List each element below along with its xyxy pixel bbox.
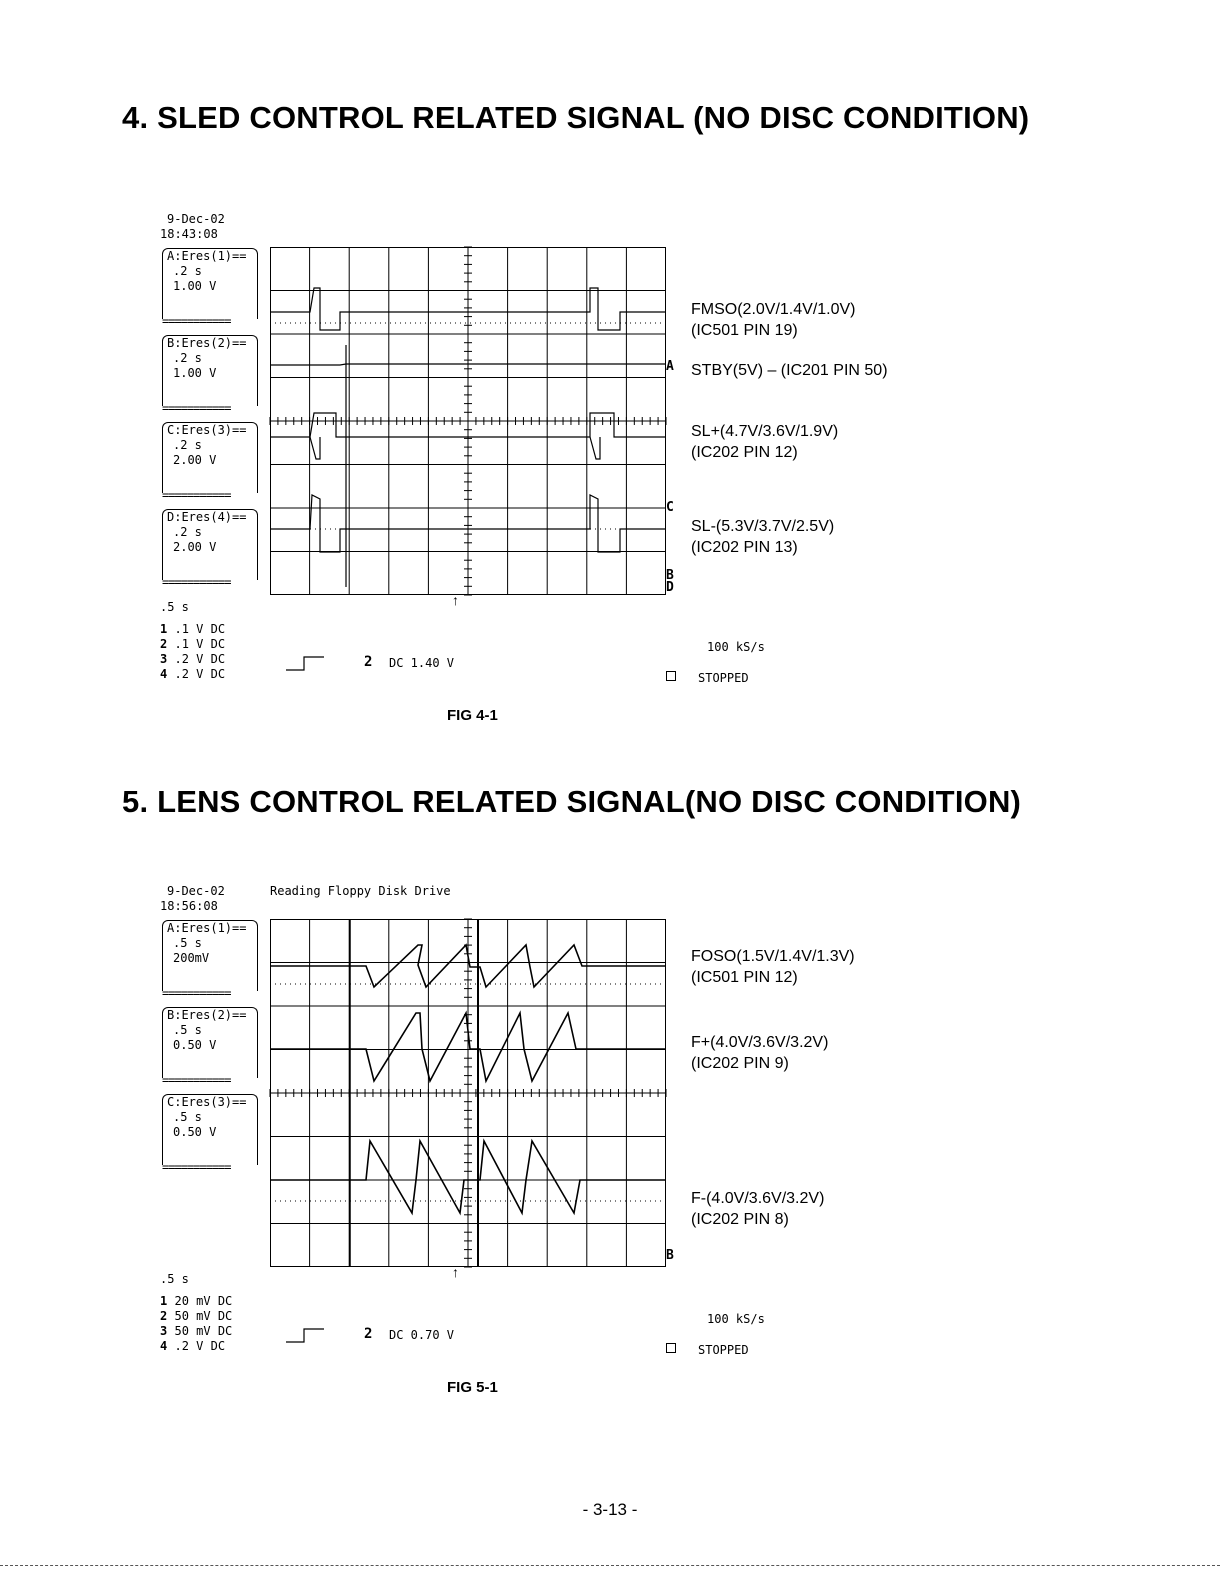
channel-name: C:Eres(3)== — [167, 1095, 247, 1109]
ch-setting-row: 3 .2 V DC — [160, 652, 226, 666]
channel-volts: 0.50 V — [173, 1125, 217, 1139]
channel-separator: =========== — [162, 575, 231, 589]
signal-label: F+(4.0V/3.6V/3.2V) (IC202 PIN 9) — [691, 1034, 829, 1072]
stop-square-icon — [666, 671, 676, 681]
trigger-edge-icon — [286, 655, 326, 671]
figure-caption: FIG 5-1 — [447, 1379, 498, 1396]
footer-divider — [0, 1565, 1220, 1566]
channel-volts: 2.00 V — [173, 453, 217, 467]
figure-caption: FIG 4-1 — [447, 707, 498, 724]
acq-status: STOPPED — [698, 671, 749, 685]
channel-separator: =========== — [162, 401, 231, 415]
timebase-readout: .5 s — [160, 1272, 189, 1286]
channel-timebase: .2 s — [173, 264, 202, 278]
channel-box — [162, 248, 258, 328]
channel-box — [162, 920, 258, 1000]
acq-status: STOPPED — [698, 1343, 749, 1357]
channel-volts: 1.00 V — [173, 279, 217, 293]
channel-name: B:Eres(2)== — [167, 336, 247, 350]
stop-square-icon — [666, 1343, 676, 1353]
scope-header-note: Reading Floppy Disk Drive — [270, 884, 451, 898]
channel-box — [162, 422, 258, 502]
signal-label: FOSO(1.5V/1.4V/1.3V) (IC501 PIN 12) — [691, 948, 855, 986]
timebase-readout: .5 s — [160, 600, 189, 614]
scope-grid-lens — [270, 919, 666, 1267]
channel-marker: B — [666, 568, 674, 583]
trigger-arrow-icon: ↑ — [452, 1264, 459, 1280]
channel-name: A:Eres(1)== — [167, 249, 247, 263]
channel-marker: B — [666, 1248, 674, 1263]
ch-setting-row: 1 20 mV DC — [160, 1294, 233, 1308]
trigger-channel: 2 — [364, 654, 373, 670]
signal-label: STBY(5V) – (IC201 PIN 50) — [691, 362, 888, 379]
channel-separator: =========== — [162, 1160, 231, 1174]
ch-setting-row: 2 50 mV DC — [160, 1309, 233, 1323]
channel-timebase: .2 s — [173, 351, 202, 365]
sample-rate: 100 kS/s — [707, 640, 765, 654]
channel-name: A:Eres(1)== — [167, 921, 247, 935]
channel-name: B:Eres(2)== — [167, 1008, 247, 1022]
sample-rate: 100 kS/s — [707, 1312, 765, 1326]
channel-timebase: .5 s — [173, 1110, 202, 1124]
signal-label: FMSO(2.0V/1.4V/1.0V) (IC501 PIN 19) — [691, 301, 856, 339]
scope-grid-sled — [270, 247, 666, 595]
channel-box — [162, 509, 258, 589]
page-number: - 3-13 - — [582, 1500, 638, 1519]
channel-box — [162, 1094, 258, 1174]
channel-box — [162, 1007, 258, 1087]
scope-time: 18:56:08 — [160, 899, 218, 913]
channel-volts: 1.00 V — [173, 366, 217, 380]
ch-setting-row: 2 .1 V DC — [160, 637, 226, 651]
ch-setting-row: 4 .2 V DC — [160, 667, 226, 681]
channel-marker: D — [666, 580, 674, 595]
trigger-arrow-icon: ↑ — [452, 592, 459, 608]
signal-label: SL+(4.7V/3.6V/1.9V) (IC202 PIN 12) — [691, 423, 839, 461]
channel-timebase: .5 s — [173, 936, 202, 950]
scope-date: 9-Dec-02 — [167, 884, 225, 898]
channel-name: C:Eres(3)== — [167, 423, 247, 437]
section-title: 4. SLED CONTROL RELATED SIGNAL (NO DISC CONDITION) — [122, 100, 1030, 135]
channel-marker: A — [666, 359, 674, 374]
channel-timebase: .2 s — [173, 525, 202, 539]
channel-separator: =========== — [162, 314, 231, 328]
scope-date: 9-Dec-02 — [167, 212, 225, 226]
ch-setting-row: 1 .1 V DC — [160, 622, 226, 636]
scope-time: 18:43:08 — [160, 227, 218, 241]
channel-volts: 0.50 V — [173, 1038, 217, 1052]
ch-setting-row: 4 .2 V DC — [160, 1339, 226, 1353]
ch-setting-row: 3 50 mV DC — [160, 1324, 233, 1338]
channel-separator: =========== — [162, 488, 231, 502]
channel-separator: =========== — [162, 1073, 231, 1087]
trigger-channel: 2 — [364, 1326, 373, 1342]
channel-timebase: .2 s — [173, 438, 202, 452]
channel-timebase: .5 s — [173, 1023, 202, 1037]
channel-volts: 2.00 V — [173, 540, 217, 554]
signal-label: SL-(5.3V/3.7V/2.5V) (IC202 PIN 13) — [691, 518, 835, 556]
trigger-edge-icon — [286, 1327, 326, 1343]
channel-marker: C — [666, 500, 674, 515]
trigger-level: DC 1.40 V — [389, 656, 455, 670]
trigger-level: DC 0.70 V — [389, 1328, 455, 1342]
channel-separator: =========== — [162, 986, 231, 1000]
channel-name: D:Eres(4)== — [167, 510, 247, 524]
section-title: 5. LENS CONTROL RELATED SIGNAL(NO DISC CONDITION) — [122, 784, 1022, 819]
channel-volts: 200mV — [173, 951, 210, 965]
channel-box — [162, 335, 258, 415]
signal-label: F-(4.0V/3.6V/3.2V) (IC202 PIN 8) — [691, 1190, 825, 1228]
